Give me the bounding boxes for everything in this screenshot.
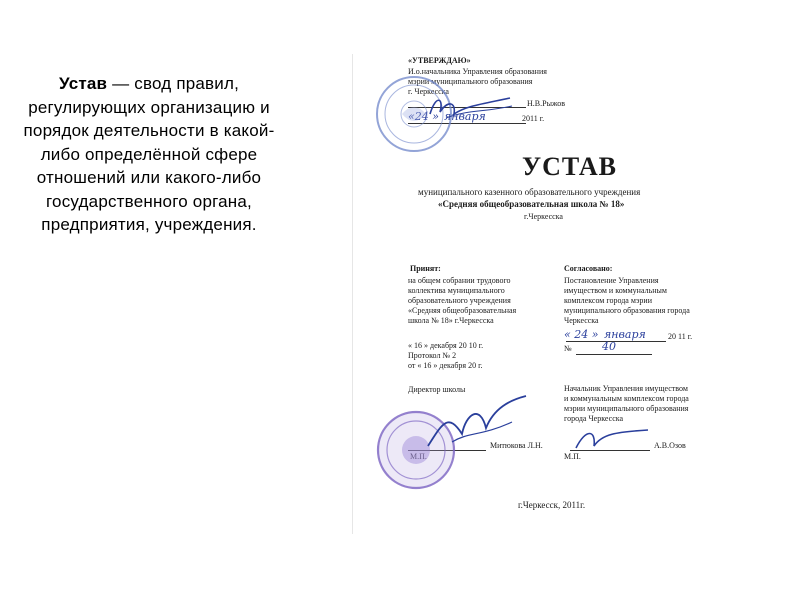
director-signature bbox=[422, 394, 532, 454]
agreed-number-label: № bbox=[564, 344, 572, 353]
agreed-signature bbox=[572, 424, 652, 454]
accepted-line-3: образовательного учреждения bbox=[408, 296, 511, 305]
agreed-line-3: комплексом города мэрии bbox=[564, 296, 652, 305]
agreed-signer: А.В.Озов bbox=[654, 441, 686, 450]
document-city: г.Черкесска bbox=[524, 212, 563, 221]
agreed-mp: М.П. bbox=[564, 452, 581, 461]
accepted-mp: М.П. bbox=[410, 452, 427, 461]
agreed-heading: Согласовано: bbox=[564, 264, 613, 273]
accepted-from: от « 16 » декабря 20 г. bbox=[408, 361, 483, 370]
document-footer: г.Черкесск, 2011г. bbox=[518, 500, 586, 510]
agreed-chief-line-1: Начальник Управления имуществом bbox=[564, 384, 688, 393]
definition-term: Устав bbox=[59, 74, 108, 93]
accepted-signer: Митюкова Л.Н. bbox=[490, 441, 543, 450]
approval-signature bbox=[426, 92, 516, 122]
approval-signer: Н.В.Рыжов bbox=[527, 99, 566, 108]
charter-document-scan bbox=[352, 48, 752, 548]
document-title: УСТАВ bbox=[522, 152, 618, 181]
definition-text bbox=[18, 72, 280, 237]
approval-line-1: И.о.начальника Управления образования bbox=[408, 67, 547, 76]
accepted-heading: Принят: bbox=[410, 264, 441, 273]
accepted-line-5: школа № 18» г.Черкесска bbox=[408, 316, 494, 325]
agreed-date-year: 20 11 г. bbox=[668, 332, 693, 341]
definition-body: — свод правил, регулирующих организацию и порядок деятельности в какой-либо определённой сфере отношений или какого-либо государственного органа, предприятия, учреждения. bbox=[23, 74, 275, 234]
approval-date-year: 2011 г. bbox=[522, 114, 545, 123]
accepted-protocol: Протокол № 2 bbox=[408, 351, 457, 360]
document-subtitle-1: муниципального казенного образовательного учреждения bbox=[418, 187, 641, 197]
document-subtitle-2: «Средняя общеобразовательная школа № 18» bbox=[438, 199, 625, 209]
approval-line-2: мэрии муниципального образования bbox=[408, 77, 533, 86]
approval-date-day: «24 » bbox=[408, 110, 439, 123]
accepted-line-4: «Средняя общеобразовательная bbox=[408, 306, 517, 315]
approval-line-3: г. Черкесска bbox=[408, 87, 449, 96]
agreed-date-month: января bbox=[604, 328, 646, 341]
accepted-director: Директор школы bbox=[408, 385, 466, 394]
agreed-chief-line-3: мэрии муниципального образования bbox=[564, 404, 689, 413]
agreed-chief-line-2: и коммунальным комплексом города bbox=[564, 394, 689, 403]
agreed-line-1: Постановление Управления bbox=[564, 276, 659, 285]
agreed-line-2: имуществом и коммунальным bbox=[564, 286, 667, 295]
agreed-number-value: 40 bbox=[602, 340, 616, 353]
accepted-line-2: коллектива муниципального bbox=[408, 286, 505, 295]
agreed-line-4: муниципального образования города bbox=[564, 306, 690, 315]
approval-date-month: января bbox=[444, 110, 486, 123]
accepted-line-1: на общем собрании трудового bbox=[408, 276, 511, 285]
agreed-chief-line-4: города Черкесска bbox=[564, 414, 624, 423]
agreed-date-day: « 24 » bbox=[564, 328, 599, 341]
agreed-line-5: Черкесска bbox=[564, 316, 599, 325]
accepted-date: « 16 » декабря 20 10 г. bbox=[408, 341, 484, 350]
approval-heading: «УТВЕРЖДАЮ» bbox=[408, 56, 471, 65]
